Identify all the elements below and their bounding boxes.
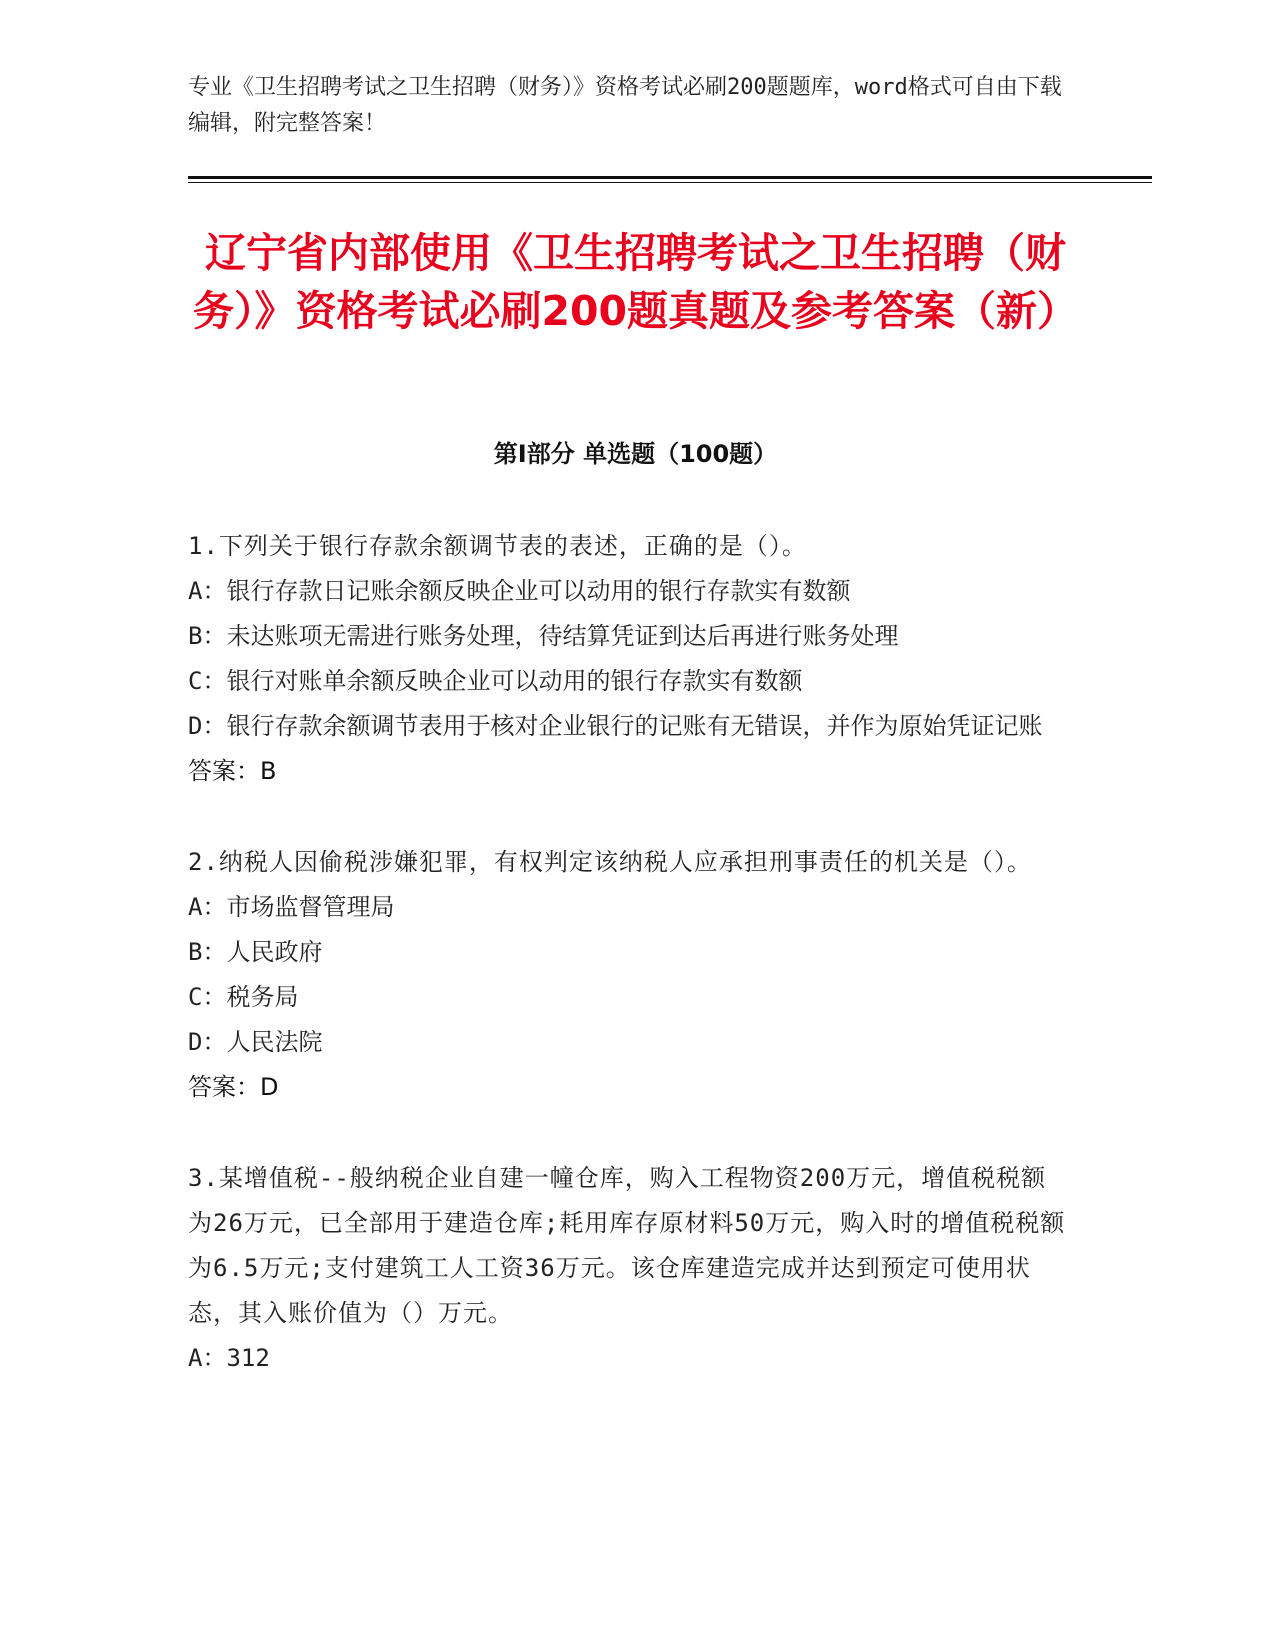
answer-line: 答案：D (188, 1073, 279, 1101)
question-stem: 2.纳税人因偷税涉嫌犯罪，有权判定该纳税人应承担刑事责任的机关是（）。 (188, 848, 1032, 876)
option-b: B：人民政府 (188, 938, 323, 966)
option-a: A：银行存款日记账余额反映企业可以动用的银行存款实有数额 (188, 577, 851, 605)
option-a: A：312 (188, 1344, 270, 1372)
option-c: C：银行对账单余额反映企业可以动用的银行存款实有数额 (188, 667, 803, 695)
question-item (188, 840, 1068, 1110)
option-a: A：市场监督管理局 (188, 893, 395, 921)
question-list (188, 524, 1068, 1427)
option-b: B：未达账项无需进行账务处理，待结算凭证到达后再进行账务处理 (188, 622, 899, 650)
answer-line: 答案：B (188, 757, 277, 785)
header-divider-thin (188, 182, 1152, 183)
question-item (188, 524, 1068, 794)
question-stem: 3.某增值税--般纳税企业自建一幢仓库，购入工程物资200万元，增值税税额为26万元，已全部用于建造仓库;耗用库存原材料50万元，购入时的增值税税额为6.5万元;支付建筑工人工资36万元。该仓库建造完成并达到预定可使用状态，其入账价值为（）万元。 (188, 1164, 1066, 1327)
document-title: 辽宁省内部使用《卫生招聘考试之卫生招聘（财务）》资格考试必刷200题真题及参考答案（新） (192, 229, 1079, 335)
option-d: D：银行存款余额调节表用于核对企业银行的记账有无错误，并作为原始凭证记账 (188, 712, 1043, 740)
question-stem: 1.下列关于银行存款余额调节表的表述，正确的是（）。 (188, 532, 807, 560)
question-item (188, 1156, 1068, 1381)
option-d: D：人民法院 (188, 1028, 323, 1056)
header-divider-thick (188, 176, 1152, 179)
option-c: C：税务局 (188, 983, 299, 1011)
section-heading: 第I部分 单选题（100题） (493, 440, 778, 468)
header-note: 专业《卫生招聘考试之卫生招聘（财务）》资格考试必刷200题题库，word格式可自由下载编辑，附完整答案！ (188, 75, 1062, 136)
